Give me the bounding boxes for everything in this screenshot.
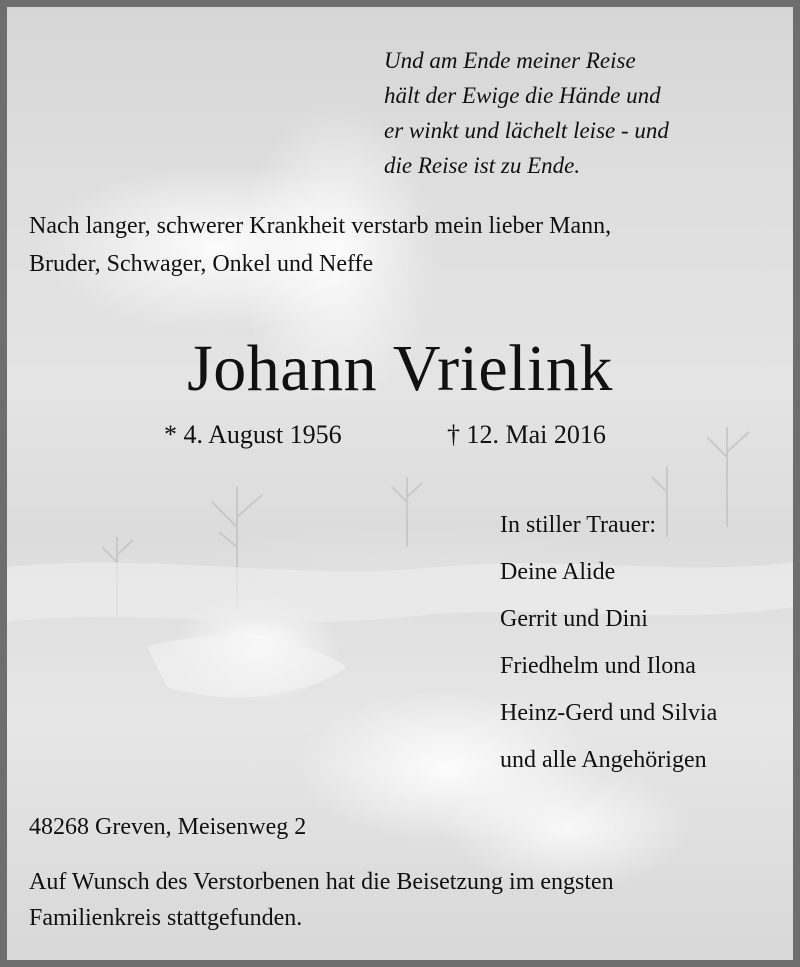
notice-line: Auf Wunsch des Verstorbenen hat die Beisetzung im engsten xyxy=(29,869,614,895)
intro-text xyxy=(29,207,789,283)
mourners-heading: In stiller Trauer: xyxy=(500,512,656,538)
mourner-entry: Deine Alide xyxy=(500,559,616,585)
mourner-entry: und alle Angehörigen xyxy=(500,747,707,773)
death-date: † 12. Mai 2016 xyxy=(447,420,606,449)
deceased-name: Johann Vrielink xyxy=(187,332,613,405)
mourner-entry: Friedhelm und Ilona xyxy=(500,653,696,679)
intro-line: Bruder, Schwager, Onkel und Neffe xyxy=(29,251,374,277)
poem-line: hält der Ewige die Hände und xyxy=(384,83,661,108)
address: 48268 Greven, Meisenweg 2 xyxy=(29,814,307,840)
mourners-list xyxy=(500,502,717,784)
mourner-entry: Heinz-Gerd und Silvia xyxy=(500,700,718,726)
poem-line: die Reise ist zu Ende. xyxy=(384,153,581,178)
birth-date: * 4. August 1956 xyxy=(164,420,342,449)
burial-notice xyxy=(29,864,614,936)
poem-line: er winkt und lächelt leise - und xyxy=(384,118,669,143)
poem xyxy=(384,43,669,183)
notice-line: Familienkreis stattgefunden. xyxy=(29,905,303,931)
mourner-entry: Gerrit und Dini xyxy=(500,606,648,632)
intro-line: Nach langer, schwerer Krankheit verstarb mein lieber Mann, xyxy=(29,213,612,239)
poem-line: Und am Ende meiner Reise xyxy=(384,48,636,73)
